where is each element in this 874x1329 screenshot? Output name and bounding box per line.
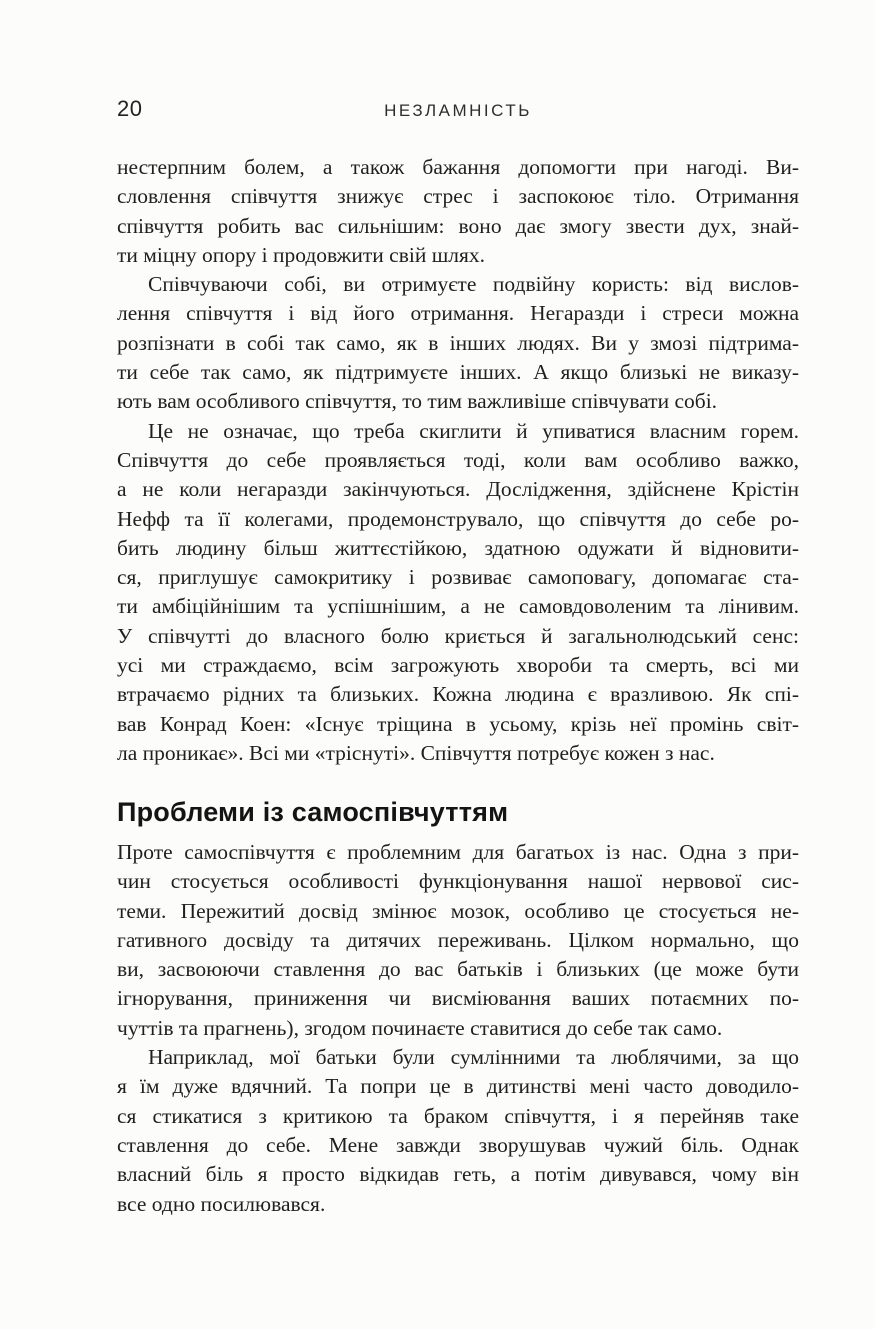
text-line: ють вам особливого співчуття, то тим важливіше співчувати собі. bbox=[117, 389, 718, 414]
text-line: чин стосується особливості функціонування нашої нервової сис- bbox=[117, 869, 799, 894]
text-line: Співчуваючи собі, ви отримуєте подвійну користь: від вислов- bbox=[148, 272, 799, 297]
text-line: бить людину більш життєстійкою, здатною одужати й відновити- bbox=[117, 535, 799, 560]
running-head: НЕЗЛАМНІСТЬ bbox=[384, 101, 532, 120]
text-line: ла проникає». Всі ми «тріснуті». Співчуття потребує кожен з нас. bbox=[117, 740, 715, 765]
text-line: теми. Пережитий досвід змінює мозок, особливо це стосується не- bbox=[117, 898, 799, 923]
text-line: ставлення до себе. Мене завжди зворушував чужий біль. Однак bbox=[117, 1132, 799, 1157]
text-line: я їм дуже вдячний. Та попри це в дитинстві мені часто доводило- bbox=[117, 1074, 799, 1099]
paragraph bbox=[117, 270, 799, 416]
text-line: Проте самоспівчуття є проблемним для багатьох із нас. Одна з при- bbox=[117, 840, 799, 864]
text-line: Наприклад, мої батьки були сумлінними та люблячими, за що bbox=[148, 1045, 799, 1070]
section-heading: Проблеми із самоспівчуттям bbox=[117, 797, 509, 827]
paragraph bbox=[117, 153, 799, 270]
text-line: ти себе так само, як підтримуєте інших. А якщо близькі не виказу- bbox=[117, 360, 799, 385]
paragraph bbox=[117, 417, 799, 769]
text-line: ся стикатися з критикою та браком співчуття, і я перейняв таке bbox=[117, 1103, 799, 1128]
body-text-block-upper bbox=[117, 153, 799, 768]
text-line: Це не означає, що треба скиглити й упиватися власним горем. bbox=[148, 418, 799, 443]
text-line: ігнорування, приниження чи висміювання ваших потаємних по- bbox=[117, 986, 799, 1011]
text-line: розпізнати в собі так само, як в інших людях. Ви у змозі підтрима- bbox=[117, 330, 799, 355]
text-line: Нефф та її колегами, продемонструвало, що співчуття до себе ро- bbox=[117, 506, 799, 531]
text-line: ти амбіційнішим та успішнішим, а не самовдоволеним та лінивим. bbox=[117, 594, 799, 619]
text-line: ти міцну опору і продовжити свій шлях. bbox=[117, 242, 486, 267]
text-line: У співчутті до власного болю криється й загальнолюдський сенс: bbox=[117, 623, 799, 648]
body-text-block-lower bbox=[117, 838, 799, 1219]
text-line: чуттів та прагнень), згодом починаєте ставитися до себе так само. bbox=[117, 1015, 723, 1040]
text-line: гативного досвіду та дитячих переживань. Цілком нормально, що bbox=[117, 927, 799, 952]
text-line: лення співчуття і від його отримання. Негаразди і стреси можна bbox=[117, 301, 799, 326]
page-number: 20 bbox=[117, 96, 143, 121]
text-line: вав Конрад Коен: «Існує тріщина в усьому, крізь неї промінь світ- bbox=[117, 711, 799, 736]
paragraph bbox=[117, 838, 799, 1043]
text-line: втрачаємо рідних та близьких. Кожна людина є вразливою. Як спі- bbox=[117, 682, 799, 707]
page-header bbox=[117, 96, 799, 124]
text-line: ся, приглушує самокритику і розвиває самоповагу, допомагає ста- bbox=[117, 565, 799, 590]
paragraph bbox=[117, 1043, 799, 1219]
text-line: нестерпним болем, а також бажання допомогти при нагоді. Ви- bbox=[117, 155, 799, 179]
text-line: власний біль я просто відкидав геть, а потім дивувався, чому він bbox=[117, 1162, 799, 1187]
text-line: усі ми страждаємо, всім загрожують хвороби та смерть, всі ми bbox=[117, 653, 799, 678]
text-line: Співчуття до себе проявляється тоді, коли вам особливо важко, bbox=[117, 447, 799, 472]
text-line: співчуття робить вас сильнішим: воно дає змогу звести дух, знай- bbox=[117, 213, 799, 238]
text-line: а не коли негаразди закінчуються. Дослідження, здійснене Крістін bbox=[117, 477, 799, 502]
text-line: все одно посилювався. bbox=[117, 1191, 326, 1216]
text-line: словлення співчуття знижує стрес і заспокоює тіло. Отримання bbox=[117, 184, 799, 209]
text-line: ви, засвоюючи ставлення до вас батьків і близьких (це може бути bbox=[117, 957, 799, 982]
